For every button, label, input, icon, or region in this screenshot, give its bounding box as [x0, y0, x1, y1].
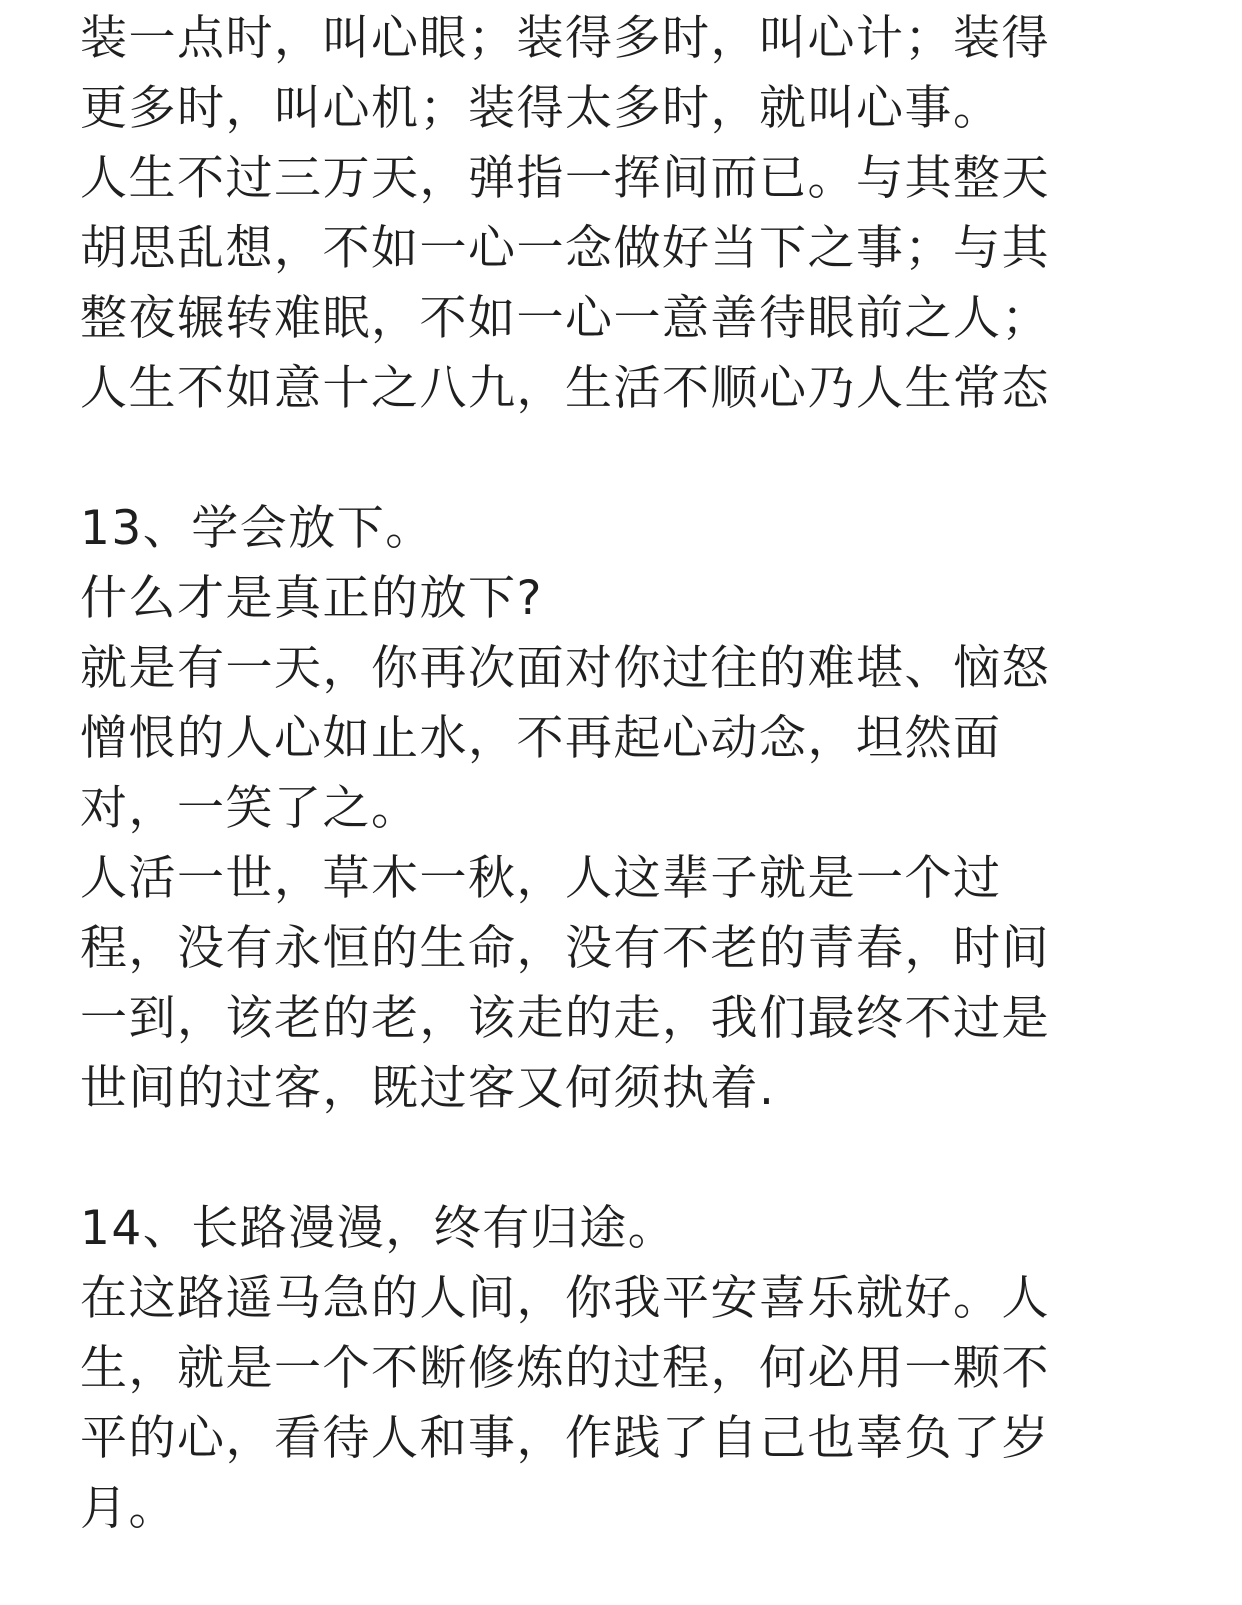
paragraph-let-go: 就是有一天，你再次面对你过往的难堪、恼怒 憎恨的人心如止水，不再起心动念，坦然面 对，一笑了之。 — [80, 641, 1050, 836]
section-13 — [80, 494, 1120, 1124]
paragraph-mind: 装一点时，叫心眼；装得多时，叫心计；装得 更多时，叫心机；装得太多时，就叫心事。 — [80, 11, 1050, 136]
paragraph-peace: 在这路遥马急的人间，你我平安喜乐就好。人 生，就是一个不断修炼的过程，何必用一颗不 平的心，看待人和事，作践了自己也辜负了岁 月。 — [80, 1271, 1050, 1536]
section-heading: 13、学会放下。 — [80, 501, 434, 556]
section-14 — [80, 1194, 1120, 1544]
section-intro — [80, 4, 1120, 424]
paragraph-passerby: 人活一世，草木一秋，人这辈子就是一个过 程，没有永恒的生命，没有不老的青春，时间 一到，该老的老，该走的走，我们最终不过是 世间的过客，既过客又何须执着. — [80, 851, 1050, 1116]
paragraph-question: 什么才是真正的放下? — [80, 571, 543, 626]
article-body — [80, 4, 1120, 1544]
section-heading: 14、长路漫漫，终有归途。 — [80, 1201, 677, 1256]
paragraph-life-days: 人生不过三万天，弹指一挥间而已。与其整天 胡思乱想，不如一心一念做好当下之事；与其 整夜辗转难眠，不如一心一意善待眼前之人； 人生不如意十之八九，生活不顺心乃人生常态 — [80, 151, 1050, 416]
